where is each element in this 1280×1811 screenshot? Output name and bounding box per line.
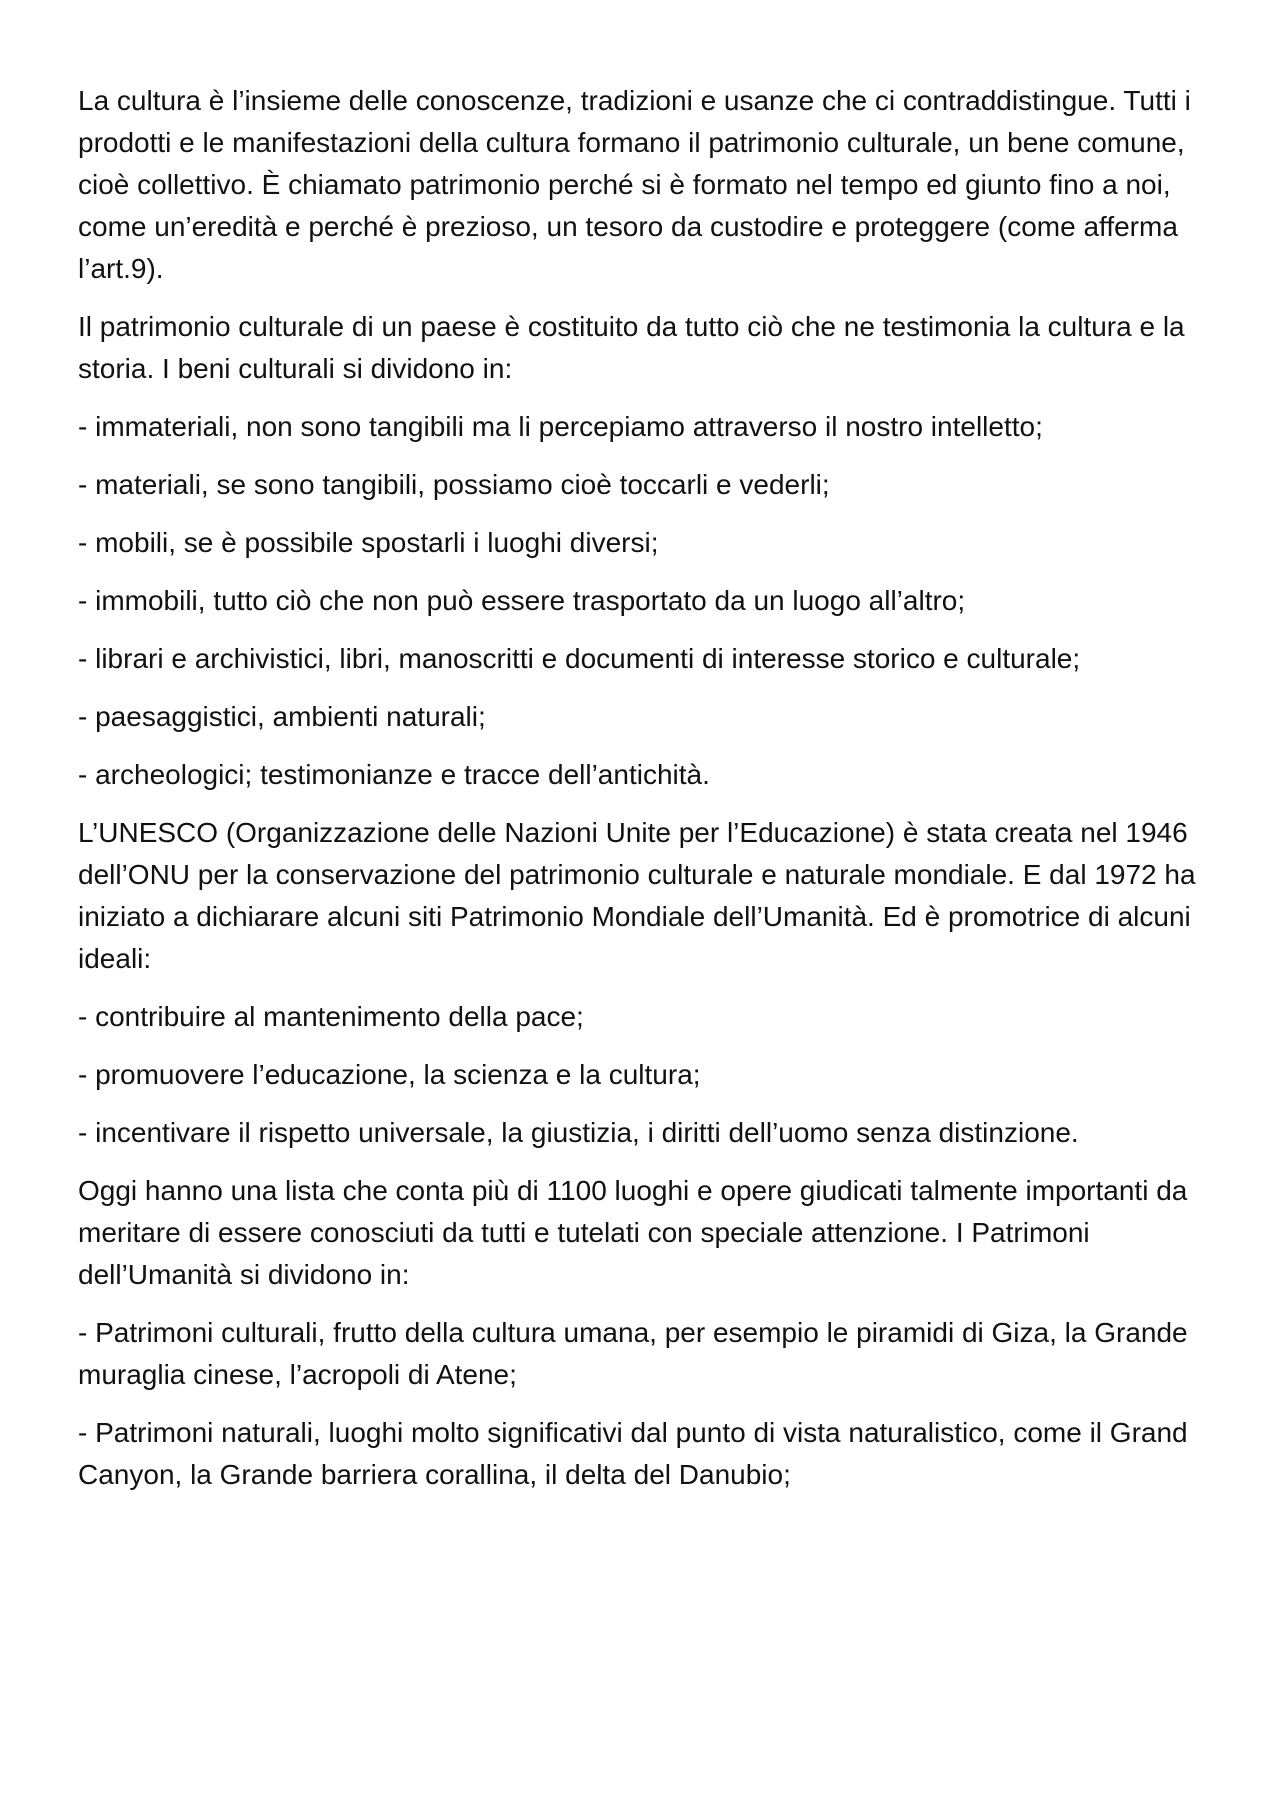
list-item-immateriali: - immateriali, non sono tangibili ma li percepiamo attraverso il nostro intelletto; xyxy=(78,411,1043,442)
list-item-patrimoni-naturali: - Patrimoni naturali, luoghi molto significativi dal punto di vista naturalistico, come il Grand Canyon, la Grande barriera corallina, il delta del Danubio; xyxy=(78,1417,1188,1490)
paragraph-patrimonio-culturale: Il patrimonio culturale di un paese è costituito da tutto ciò che ne testimonia la cultura e la storia. I beni culturali si dividono in: xyxy=(78,311,1185,384)
list-item-immobili: - immobili, tutto ciò che non può essere trasportato da un luogo all’altro; xyxy=(78,585,966,616)
paragraph-intro-cultura: La cultura è l’insieme delle conoscenze, tradizioni e usanze che ci contraddistingue. Tutti i prodotti e le manifestazioni della cultura formano il patrimonio culturale, un bene comune, cioè collettivo. È chiamato patrimonio perché si è formato nel tempo ed giunto fino a noi, come un’eredità e perché è prezioso, un tesoro da custodire e proteggere (come afferma l’art.9). xyxy=(78,85,1191,284)
document-body xyxy=(78,80,1208,1512)
list-item-mobili: - mobili, se è possibile spostarli i luoghi diversi; xyxy=(78,527,659,558)
list-item-archeologici: - archeologici; testimonianze e tracce dell’antichità. xyxy=(78,759,710,790)
list-item-paesaggistici: - paesaggistici, ambienti naturali; xyxy=(78,701,486,732)
list-item-patrimoni-culturali: - Patrimoni culturali, frutto della cultura umana, per esempio le piramidi di Giza, la Grande muraglia cinese, l’acropoli di Atene; xyxy=(78,1317,1188,1390)
list-item-librari: - librari e archivistici, libri, manoscritti e documenti di interesse storico e culturale; xyxy=(78,643,1081,674)
paragraph-unesco: L’UNESCO (Organizzazione delle Nazioni Unite per l’Educazione) è stata creata nel 1946 dell’ONU per la conservazione del patrimonio culturale e naturale mondiale. E dal 1972 ha iniziato a dichiarare alcuni siti Patrimonio Mondiale dell’Umanità. Ed è promotrice di alcuni ideali: xyxy=(78,817,1196,974)
list-item-pace: - contribuire al mantenimento della pace; xyxy=(78,1001,584,1032)
paragraph-lista-patrimoni: Oggi hanno una lista che conta più di 1100 luoghi e opere giudicati talmente importanti da meritare di essere conosciuti da tutti e tutelati con speciale attenzione. I Patrimoni dell’Umanità si dividono in: xyxy=(78,1175,1188,1290)
list-item-materiali: - materiali, se sono tangibili, possiamo cioè toccarli e vederli; xyxy=(78,469,830,500)
list-item-rispetto: - incentivare il rispetto universale, la giustizia, i diritti dell’uomo senza distinzione. xyxy=(78,1117,1079,1148)
list-item-educazione: - promuovere l’educazione, la scienza e la cultura; xyxy=(78,1059,701,1090)
